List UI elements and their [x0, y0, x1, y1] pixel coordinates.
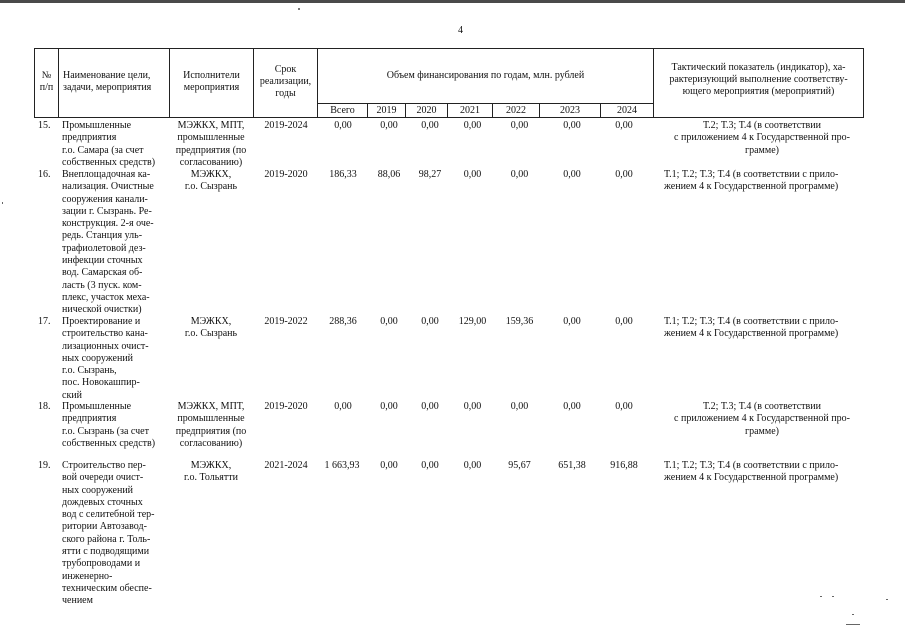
row-2023: 0,00 [563, 169, 581, 180]
scan-speck [886, 599, 888, 600]
table-header [34, 48, 864, 118]
header-top-rule [34, 48, 864, 49]
row-total: 0,00 [334, 120, 352, 131]
header-year: 2020 [416, 105, 437, 116]
row-num: 17. [38, 316, 51, 327]
row-executors: МЭЖКХ, г.о. Сызрань [184, 316, 238, 340]
row-total: 186,33 [329, 169, 357, 180]
header-num: № п/п [39, 70, 54, 93]
row-2020: 0,00 [421, 460, 439, 471]
row-2019: 0,00 [380, 401, 398, 412]
row-2020: 98,27 [418, 169, 442, 180]
row-2022: 0,00 [510, 169, 529, 180]
row-num: 19. [38, 460, 51, 471]
row-name: Внеплощадочная ка- нализация. Очистные сооружения канали- зации г. Сызрань. Ре- конструкция. 2-я оче- редь. Станция уль- трафиолетовой дез- инфекции сточных вод. Самарская об- ласть (3 пуск. ком- плекс, участок меха- нической очистки) [62, 169, 154, 316]
row-2021: 0,00 [463, 460, 482, 471]
row-period: 2019-2022 [264, 316, 308, 327]
row-2023: 0,00 [563, 120, 581, 131]
row-total: 288,36 [329, 316, 357, 327]
header-funding: Объем финансирования по годам, млн. рублей [386, 70, 585, 81]
header-period: Срок реализации, годы [259, 64, 312, 99]
row-indicator: Т.2; Т.3; Т.4 (в соответствии с приложением 4 к Государственной про- грамме) [674, 120, 850, 156]
scan-speck [820, 596, 822, 597]
row-period: 2019-2020 [264, 169, 308, 180]
header-year: 2019 [376, 105, 397, 116]
row-num: 16. [38, 169, 51, 180]
row-2024: 0,00 [615, 316, 633, 327]
header-name: Наименование цели, задачи, мероприятия [63, 70, 152, 93]
scan-speck [298, 8, 300, 10]
row-total: 1 663,93 [324, 460, 360, 471]
scan-speck [846, 624, 860, 625]
row-period: 2019-2020 [264, 401, 308, 412]
row-name: Проектирование и строительство кана- лизационных очист- ных сооружений г.о. Сызрань, пос. Новокашпир- ский [62, 316, 149, 401]
scan-speck [852, 614, 854, 615]
header-executors: Исполнители мероприятия [183, 70, 240, 93]
row-2024: 916,88 [610, 460, 638, 471]
row-2019: 0,00 [380, 316, 398, 327]
row-name: Промышленные предприятия г.о. Самара (за счет собственных средств) [62, 120, 156, 168]
row-2019: 0,00 [380, 460, 398, 471]
row-name: Строительство пер- вой очереди очист- ных сооружений дождевых сточных вод с селитебной тер- ритории Автозавод- ского района г. Толь- ятти с подводящими трубопроводами и инженерно- техническим обеспе- чением [62, 460, 155, 607]
row-2021: 0,00 [463, 120, 482, 131]
row-executors: МЭЖКХ, г.о. Тольятти [184, 460, 238, 484]
row-total: 0,00 [334, 401, 352, 412]
row-2023: 0,00 [563, 316, 581, 327]
row-indicator: Т.1; Т.2; Т.3; Т.4 (в соответствии с прило- жением 4 к Государственной программе) [664, 316, 839, 340]
row-name: Промышленные предприятия г.о. Сызрань (за счет собственных средств) [62, 401, 156, 449]
row-2019: 0,00 [380, 120, 398, 131]
header-year: 2024 [617, 105, 637, 116]
row-2019: 88,06 [377, 169, 401, 180]
col-line [863, 48, 864, 118]
header-bottom-rule [34, 117, 864, 118]
row-indicator: Т.2; Т.3; Т.4 (в соответствии с приложением 4 к Государственной про- грамме) [674, 401, 850, 437]
row-2022: 159,36 [505, 316, 534, 327]
row-2021: 0,00 [463, 169, 482, 180]
header-indicator: Тактический показатель (индикатор), ха- рактеризующий выполнение соответству- ющего мероприятия (мероприятий) [669, 62, 848, 97]
row-indicator: Т.1; Т.2; Т.3; Т.4 (в соответствии с прило- жением 4 к Государственной программе) [664, 460, 839, 484]
row-period: 2021-2024 [264, 460, 308, 471]
row-2020: 0,00 [421, 120, 439, 131]
row-executors: МЭЖКХ, МПТ, промышленные предприятия (по согласованию) [175, 120, 247, 168]
row-2023: 0,00 [563, 401, 581, 412]
row-2021: 0,00 [463, 401, 482, 412]
row-indicator: Т.1; Т.2; Т.3; Т.4 (в соответствии с прило- жением 4 к Государственной программе) [664, 169, 839, 193]
row-period: 2019-2024 [264, 120, 308, 131]
row-2020: 0,00 [421, 316, 439, 327]
row-num: 15. [38, 120, 51, 131]
row-executors: МЭЖКХ, г.о. Сызрань [184, 169, 238, 193]
row-2024: 0,00 [615, 120, 633, 131]
row-2021: 129,00 [458, 316, 487, 327]
row-2020: 0,00 [421, 401, 439, 412]
row-2022: 95,67 [508, 460, 531, 471]
row-2024: 0,00 [615, 169, 633, 180]
header-total: Всего [330, 105, 355, 116]
row-2024: 0,00 [615, 401, 633, 412]
row-2023: 651,38 [558, 460, 586, 471]
row-2022: 0,00 [510, 401, 529, 412]
row-executors: МЭЖКХ, МПТ, промышленные предприятия (по согласованию) [175, 401, 247, 449]
page-number: 4 [458, 25, 463, 36]
scan-speck [2, 202, 3, 204]
header-year: 2021 [460, 105, 480, 116]
header-year: 2022 [506, 105, 526, 116]
page-top-border [0, 0, 905, 3]
row-num: 18. [38, 401, 51, 412]
header-year: 2023 [560, 105, 580, 116]
row-2022: 0,00 [510, 120, 529, 131]
scan-speck [832, 596, 834, 597]
